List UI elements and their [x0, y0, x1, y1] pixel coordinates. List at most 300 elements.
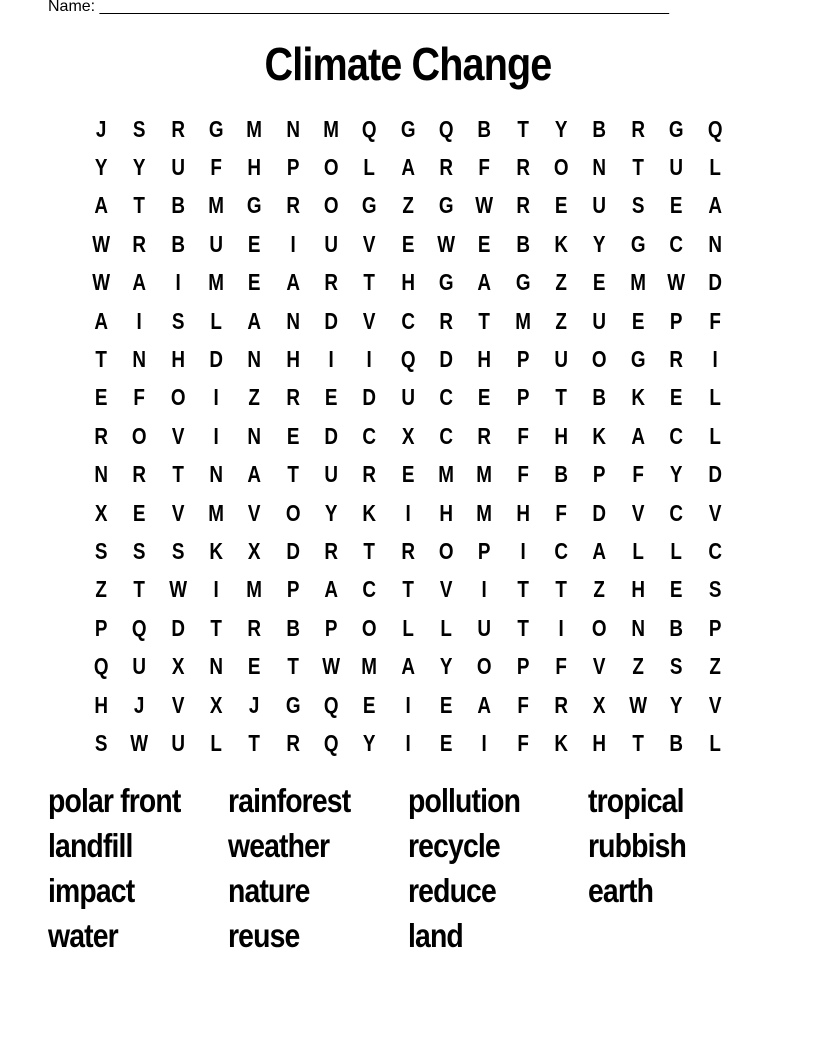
grid-letter: H — [439, 499, 454, 526]
grid-letter: R — [516, 154, 530, 181]
grid-letter: G — [285, 691, 301, 718]
grid-letter: U — [554, 346, 569, 373]
grid-letter: W — [437, 230, 456, 257]
grid-letter: R — [324, 537, 339, 564]
grid-letter: H — [247, 154, 262, 181]
grid-letter: D — [362, 384, 377, 411]
grid-letter: Y — [670, 691, 683, 718]
grid-letter: I — [712, 346, 718, 373]
grid-letter: I — [405, 729, 411, 756]
word-list-item: impact — [48, 872, 135, 909]
grid-letter: O — [285, 499, 301, 526]
grid-letter: P — [94, 614, 108, 641]
grid-letter: C — [362, 576, 377, 603]
grid-letter: S — [94, 729, 108, 756]
grid-letter: V — [708, 499, 721, 526]
word-list-item: recycle — [408, 827, 500, 864]
grid-letter: T — [478, 307, 491, 334]
grid-letter: Y — [439, 653, 453, 680]
grid-letter: I — [405, 499, 411, 526]
grid-letter: V — [248, 499, 261, 526]
grid-letter: P — [516, 346, 530, 373]
grid-letter: T — [632, 729, 644, 756]
grid-letter: N — [286, 115, 300, 142]
grid-letter: I — [213, 384, 219, 411]
grid-letter: D — [171, 614, 185, 641]
grid-letter: D — [439, 346, 454, 373]
word-list-item: pollution — [408, 782, 521, 819]
grid-letter: I — [481, 576, 488, 603]
grid-letter: C — [707, 537, 722, 564]
grid-letter: U — [324, 461, 339, 488]
grid-letter: F — [517, 691, 529, 718]
letter-grid — [82, 110, 734, 763]
grid-letter: G — [247, 192, 262, 219]
grid-letter: U — [669, 154, 684, 181]
grid-letter: P — [324, 614, 338, 641]
grid-letter: M — [630, 269, 646, 296]
word-list-item: land — [408, 917, 463, 954]
grid-letter: I — [290, 230, 296, 257]
grid-letter: I — [213, 576, 219, 603]
grid-letter: X — [248, 537, 261, 564]
grid-letter: M — [476, 499, 493, 526]
grid-letter: Y — [133, 154, 146, 181]
grid-letter: T — [172, 461, 184, 488]
grid-letter: Z — [402, 192, 414, 219]
grid-letter: U — [209, 230, 224, 257]
grid-letter: H — [94, 691, 108, 718]
grid-letter: H — [592, 729, 607, 756]
grid-letter: G — [630, 230, 646, 257]
grid-letter: Y — [363, 729, 376, 756]
grid-letter: L — [632, 537, 644, 564]
grid-letter: E — [478, 384, 491, 411]
grid-letter: R — [362, 461, 377, 488]
grid-letter: U — [171, 729, 185, 756]
grid-letter: G — [362, 192, 377, 219]
grid-letter: R — [477, 422, 492, 449]
grid-letter: L — [440, 614, 453, 641]
grid-letter: E — [439, 729, 453, 756]
grid-letter: I — [366, 346, 373, 373]
grid-letter: O — [592, 614, 607, 641]
grid-letter: A — [477, 269, 492, 296]
grid-letter: N — [286, 307, 300, 334]
grid-letter: Y — [670, 461, 683, 488]
grid-letter: K — [554, 729, 569, 756]
grid-letter: N — [209, 653, 224, 680]
grid-letter: U — [592, 192, 607, 219]
grid-letter: E — [478, 230, 491, 257]
grid-letter: Q — [132, 614, 147, 641]
grid-letter: O — [362, 614, 377, 641]
word-list-item: nature — [228, 872, 310, 909]
grid-letter: X — [94, 499, 108, 526]
grid-letter: H — [286, 346, 300, 373]
grid-letter: A — [247, 307, 262, 334]
grid-letter: F — [708, 307, 721, 334]
grid-letter: Y — [555, 115, 568, 142]
grid-letter: E — [670, 192, 683, 219]
grid-letter: C — [669, 499, 684, 526]
grid-letter: V — [171, 691, 185, 718]
grid-letter: I — [175, 269, 181, 296]
grid-letter: S — [171, 537, 185, 564]
grid-letter: M — [361, 653, 378, 680]
grid-letter: M — [476, 461, 493, 488]
grid-letter: P — [516, 384, 530, 411]
grid-letter: A — [286, 269, 300, 296]
grid-letter: V — [631, 499, 645, 526]
grid-letter: D — [324, 422, 339, 449]
grid-letter: Q — [323, 691, 339, 718]
grid-letter: E — [94, 384, 108, 411]
word-list — [48, 780, 768, 960]
grid-letter: L — [670, 537, 683, 564]
grid-letter: L — [210, 307, 222, 334]
grid-letter: B — [477, 115, 492, 142]
grid-letter: V — [439, 576, 453, 603]
grid-letter: R — [401, 537, 415, 564]
grid-letter: B — [171, 192, 185, 219]
grid-letter: A — [707, 192, 722, 219]
grid-letter: J — [95, 115, 107, 142]
grid-letter: A — [401, 653, 415, 680]
grid-letter: B — [592, 384, 607, 411]
grid-letter: J — [249, 691, 260, 718]
grid-letter: N — [631, 614, 645, 641]
grid-letter: A — [324, 576, 339, 603]
grid-letter: T — [248, 729, 261, 756]
grid-letter: F — [632, 461, 644, 488]
grid-letter: B — [516, 230, 530, 257]
grid-letter: E — [593, 269, 606, 296]
grid-letter: O — [132, 422, 147, 449]
grid-letter: H — [516, 499, 530, 526]
grid-letter: E — [670, 576, 683, 603]
grid-letter: Y — [593, 230, 606, 257]
grid-letter: E — [401, 230, 415, 257]
grid-letter: D — [592, 499, 607, 526]
grid-letter: D — [209, 346, 224, 373]
grid-letter: A — [477, 691, 492, 718]
grid-letter: M — [208, 499, 225, 526]
grid-letter: C — [669, 422, 684, 449]
grid-letter: C — [554, 537, 569, 564]
grid-letter: P — [670, 307, 683, 334]
grid-letter: L — [363, 154, 376, 181]
grid-letter: C — [401, 307, 415, 334]
grid-letter: I — [558, 614, 564, 641]
grid-letter: V — [363, 307, 376, 334]
grid-letter: T — [555, 576, 568, 603]
grid-letter: I — [520, 537, 526, 564]
grid-letter: R — [171, 115, 185, 142]
grid-letter: Z — [708, 653, 721, 680]
grid-letter: E — [248, 269, 261, 296]
word-list-item: rainforest — [228, 782, 351, 819]
grid-letter: R — [669, 346, 684, 373]
grid-letter: N — [707, 230, 722, 257]
grid-letter: I — [328, 346, 334, 373]
grid-letter: Y — [324, 499, 338, 526]
grid-letter: B — [171, 230, 185, 257]
grid-letter: E — [401, 461, 415, 488]
grid-letter: E — [133, 499, 146, 526]
grid-letter: R — [286, 729, 300, 756]
grid-letter: E — [555, 192, 568, 219]
grid-letter: T — [363, 269, 376, 296]
word-list-item: rubbish — [588, 827, 687, 864]
grid-letter: B — [286, 614, 300, 641]
grid-letter: H — [171, 346, 185, 373]
grid-letter: F — [517, 422, 529, 449]
page-title: Climate Change — [264, 38, 552, 90]
word-list-item: water — [48, 917, 118, 954]
grid-letter: A — [401, 154, 415, 181]
grid-letter: B — [592, 115, 607, 142]
grid-letter: I — [405, 691, 411, 718]
grid-letter: M — [208, 269, 225, 296]
grid-letter: C — [362, 422, 377, 449]
grid-letter: U — [401, 384, 415, 411]
grid-letter: U — [324, 230, 339, 257]
grid-letter: I — [481, 729, 488, 756]
grid-letter: H — [477, 346, 492, 373]
grid-letter: F — [133, 384, 146, 411]
grid-letter: C — [439, 422, 454, 449]
grid-letter: O — [323, 192, 339, 219]
grid-letter: M — [208, 192, 225, 219]
grid-letter: F — [555, 499, 568, 526]
grid-letter: Q — [323, 729, 339, 756]
grid-letter: S — [171, 307, 185, 334]
grid-letter: P — [516, 653, 530, 680]
grid-letter: S — [631, 192, 645, 219]
grid-letter: X — [401, 422, 415, 449]
grid-letter: W — [629, 691, 647, 718]
grid-letter: K — [592, 422, 607, 449]
grid-letter: T — [210, 614, 222, 641]
grid-letter: H — [631, 576, 645, 603]
grid-letter: G — [208, 115, 224, 142]
grid-letter: S — [94, 537, 108, 564]
grid-letter: W — [322, 653, 341, 680]
grid-letter: U — [171, 154, 185, 181]
grid-letter: T — [363, 537, 376, 564]
grid-letter: E — [324, 384, 338, 411]
grid-letter: K — [209, 537, 224, 564]
grid-letter: M — [515, 307, 531, 334]
grid-letter: N — [209, 461, 224, 488]
grid-letter: U — [477, 614, 492, 641]
grid-letter: N — [247, 346, 262, 373]
grid-letter: O — [438, 537, 454, 564]
grid-letter: T — [517, 115, 529, 142]
grid-letter: U — [132, 653, 147, 680]
grid-letter: Q — [707, 115, 723, 142]
grid-letter: A — [631, 422, 645, 449]
grid-letter: X — [171, 653, 185, 680]
grid-letter: O — [553, 154, 569, 181]
grid-letter: H — [554, 422, 569, 449]
grid-letter: W — [92, 269, 111, 296]
grid-letter: A — [94, 192, 108, 219]
grid-letter: L — [402, 614, 414, 641]
grid-letter: F — [555, 653, 568, 680]
grid-letter: S — [133, 537, 146, 564]
grid-letter: Z — [555, 307, 568, 334]
grid-letter: K — [631, 384, 645, 411]
grid-letter: Q — [438, 115, 454, 142]
grid-letter: P — [478, 537, 491, 564]
grid-letter: R — [247, 614, 262, 641]
grid-letter: G — [630, 346, 646, 373]
grid-letter: D — [707, 461, 722, 488]
grid-letter: R — [324, 269, 339, 296]
grid-letter: T — [517, 614, 529, 641]
grid-letter: P — [286, 154, 300, 181]
word-list-item: polar front — [48, 782, 181, 819]
grid-letter: W — [92, 230, 111, 257]
grid-letter: E — [286, 422, 300, 449]
grid-letter: R — [94, 422, 108, 449]
grid-letter: M — [438, 461, 455, 488]
grid-letter: Y — [94, 154, 108, 181]
grid-letter: R — [631, 115, 645, 142]
grid-letter: Q — [400, 346, 416, 373]
grid-letter: A — [132, 269, 147, 296]
grid-letter: X — [209, 691, 223, 718]
grid-letter: T — [287, 653, 299, 680]
word-list-item: reduce — [408, 872, 496, 909]
grid-letter: T — [133, 192, 146, 219]
grid-letter: S — [708, 576, 721, 603]
grid-letter: A — [94, 307, 108, 334]
grid-letter: G — [515, 269, 531, 296]
grid-letter: R — [554, 691, 569, 718]
word-list-item: landfill — [48, 827, 133, 864]
grid-letter: D — [286, 537, 300, 564]
grid-letter: W — [168, 576, 187, 603]
grid-letter: Z — [593, 576, 606, 603]
grid-letter: V — [171, 499, 185, 526]
grid-letter: L — [210, 729, 222, 756]
grid-letter: V — [363, 230, 376, 257]
grid-letter: E — [363, 691, 376, 718]
grid-letter: L — [708, 422, 721, 449]
grid-letter: I — [136, 307, 143, 334]
grid-letter: A — [592, 537, 607, 564]
grid-letter: E — [248, 653, 261, 680]
grid-letter: C — [439, 384, 454, 411]
grid-letter: V — [593, 653, 606, 680]
grid-letter: R — [132, 230, 147, 257]
grid-letter: K — [554, 230, 569, 257]
grid-letter: Z — [555, 269, 568, 296]
grid-letter: C — [669, 230, 684, 257]
grid-letter: Z — [95, 576, 107, 603]
grid-letter: L — [708, 154, 721, 181]
grid-letter: O — [170, 384, 186, 411]
grid-letter: W — [130, 729, 149, 756]
grid-letter: H — [401, 269, 415, 296]
grid-letter: U — [592, 307, 607, 334]
grid-letter: M — [246, 576, 263, 603]
grid-letter: K — [362, 499, 377, 526]
grid-letter: F — [210, 154, 222, 181]
grid-letter: M — [246, 115, 263, 142]
grid-letter: D — [324, 307, 339, 334]
grid-letter: A — [247, 461, 262, 488]
grid-letter: R — [286, 192, 300, 219]
grid-letter: P — [286, 576, 300, 603]
grid-letter: R — [132, 461, 147, 488]
grid-letter: W — [475, 192, 494, 219]
grid-letter: X — [593, 691, 606, 718]
grid-letter: V — [708, 691, 721, 718]
grid-letter: B — [669, 729, 684, 756]
grid-letter: R — [516, 192, 530, 219]
grid-letter: T — [133, 576, 146, 603]
grid-letter: V — [171, 422, 185, 449]
grid-letter: E — [670, 384, 683, 411]
word-list-item: tropical — [588, 782, 684, 819]
grid-letter: B — [669, 614, 684, 641]
grid-letter: N — [592, 154, 607, 181]
grid-letter: J — [134, 691, 145, 718]
grid-letter: I — [213, 422, 219, 449]
grid-letter: T — [555, 384, 568, 411]
grid-letter: T — [632, 154, 644, 181]
grid-letter: N — [132, 346, 147, 373]
grid-letter: O — [592, 346, 607, 373]
grid-letter: Q — [93, 653, 109, 680]
grid-letter: G — [438, 192, 454, 219]
grid-letter: T — [287, 461, 299, 488]
word-list-item: earth — [588, 872, 654, 909]
grid-letter: O — [477, 653, 492, 680]
grid-letter: L — [708, 384, 721, 411]
grid-letter: Q — [362, 115, 377, 142]
grid-letter: E — [439, 691, 453, 718]
grid-letter: D — [707, 269, 722, 296]
grid-letter: F — [517, 461, 529, 488]
grid-letter: G — [438, 269, 454, 296]
grid-letter: S — [670, 653, 683, 680]
grid-letter: T — [402, 576, 414, 603]
grid-letter: M — [323, 115, 340, 142]
grid-letter: R — [439, 307, 454, 334]
grid-letter: B — [554, 461, 569, 488]
grid-letter: F — [478, 154, 491, 181]
grid-letter: R — [439, 154, 454, 181]
grid-letter: E — [631, 307, 645, 334]
grid-letter: N — [94, 461, 108, 488]
grid-letter: N — [247, 422, 262, 449]
grid-letter: G — [668, 115, 684, 142]
grid-letter: E — [248, 230, 261, 257]
grid-letter: W — [667, 269, 686, 296]
grid-letter: Z — [248, 384, 261, 411]
grid-letter: G — [400, 115, 416, 142]
word-list-item: reuse — [228, 917, 300, 954]
grid-letter: T — [517, 576, 529, 603]
grid-letter: R — [286, 384, 300, 411]
name-field: Name: ________________________________________________________________ — [48, 0, 670, 15]
grid-letter: P — [708, 614, 721, 641]
